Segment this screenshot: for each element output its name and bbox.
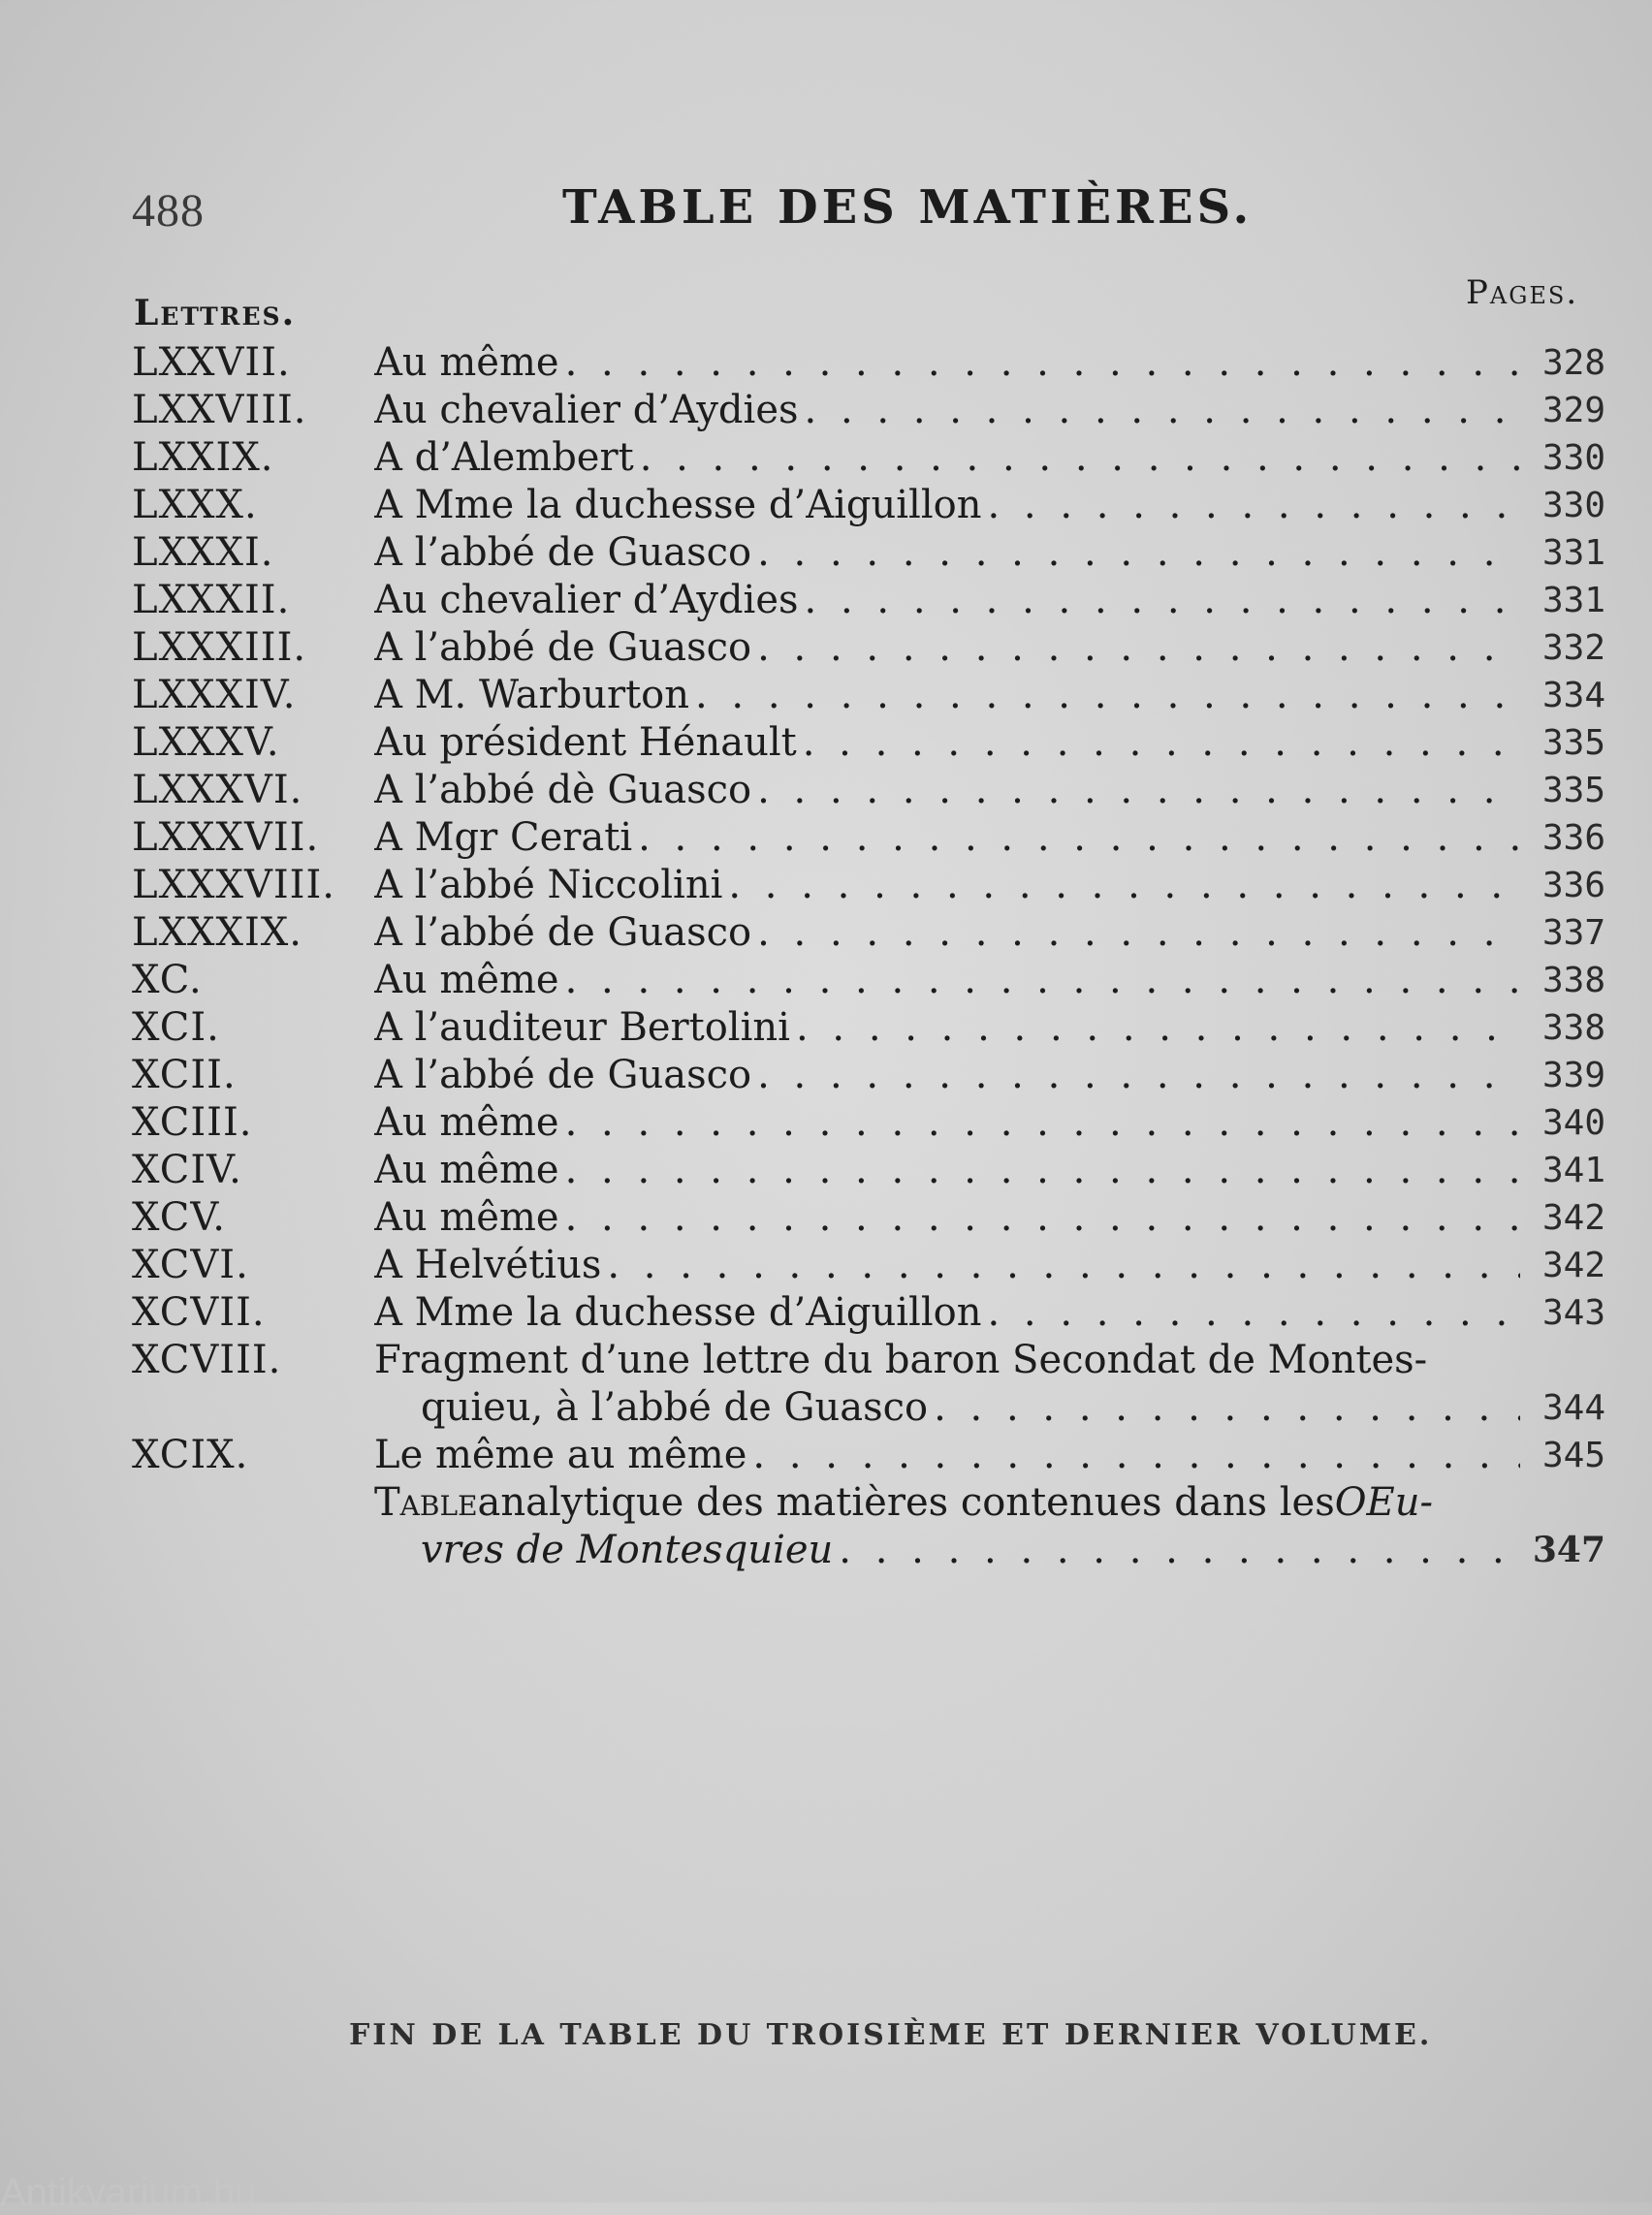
toc-entry (132, 1147, 1605, 1194)
toc-entry-xcix (132, 1432, 1605, 1479)
toc-entry (132, 482, 1605, 529)
toc-entry-xcviii (132, 1337, 1605, 1432)
entry-title: A l’abbé de Guasco (374, 910, 752, 955)
toc-entry (132, 529, 1605, 577)
letter-number: XCIII. (132, 1100, 253, 1145)
dot-leader (565, 1147, 1520, 1194)
page-ref: 344 (1541, 1388, 1605, 1428)
page-ref: 340 (1541, 1103, 1605, 1143)
page-ref: 332 (1541, 628, 1605, 668)
entry-title: A l’auditeur Bertolini (374, 1005, 790, 1050)
letter-number: LXXVII. (132, 340, 291, 385)
dot-leader (757, 529, 1520, 577)
dot-leader (987, 482, 1520, 529)
entry-title-line-1 (374, 1479, 1520, 1527)
entry-title-line-1: Fragment d’une lettre du baron Secondat de Montes- (374, 1338, 1428, 1382)
entry-title: Au même (374, 1148, 559, 1192)
entry-title: Au même (374, 340, 559, 385)
entry-title-line-2: vres de Montesquieu (421, 1528, 834, 1572)
dot-leader (640, 434, 1520, 482)
page-ref: 347 (1532, 1530, 1605, 1570)
page-ref: 342 (1541, 1198, 1605, 1238)
toc-entry (132, 387, 1605, 434)
page-number: 488 (132, 185, 205, 237)
dot-leader (607, 1242, 1520, 1289)
page-ref: 338 (1541, 1008, 1605, 1048)
toc-entry (132, 1194, 1605, 1242)
entry-title: A l’abbé de Guasco (374, 530, 752, 575)
toc-entry (132, 1004, 1605, 1052)
entry-title: Au chevalier d’Aydies (374, 388, 799, 432)
dot-leader (565, 1099, 1520, 1147)
letter-number: XCVII. (132, 1290, 266, 1335)
dot-leader (934, 1384, 1520, 1432)
letter-number: LXXX. (132, 483, 258, 527)
page-title: TABLE DES MATIÈRES. (562, 180, 1254, 235)
entry-title: A l’abbé de Guasco (374, 625, 752, 670)
toc-entry (132, 577, 1605, 624)
dot-leader (565, 957, 1520, 1004)
page-ref: 330 (1541, 438, 1605, 478)
dot-leader (728, 862, 1520, 909)
entry-title: A Helvétius (374, 1243, 602, 1287)
dot-leader (987, 1289, 1520, 1337)
page-ref: 334 (1541, 676, 1605, 715)
dot-leader (757, 767, 1520, 814)
toc-entry (132, 434, 1605, 482)
dot-leader (805, 577, 1520, 624)
page-ref: 335 (1541, 771, 1605, 810)
letter-number: LXXXV. (132, 720, 280, 765)
column-header-letters: Lettres. (134, 293, 297, 333)
letter-number: LXXXVIII. (132, 863, 335, 907)
entry-title: A l’abbé dè Guasco (374, 768, 752, 812)
dot-leader (803, 719, 1520, 767)
toc-entry (132, 862, 1605, 909)
watermark: Antikvarium.hu (0, 2171, 257, 2214)
dot-leader (805, 387, 1520, 434)
letter-number: LXXXIX. (132, 910, 302, 955)
entry-title: Le même au même (374, 1433, 747, 1477)
page-ref: 345 (1541, 1436, 1605, 1475)
page-ref: 330 (1541, 486, 1605, 525)
dot-leader (839, 1527, 1520, 1574)
page-ref: 331 (1541, 533, 1605, 573)
dot-leader (565, 339, 1520, 387)
entry-title: A l’abbé de Guasco (374, 1053, 752, 1097)
entry-title-rest: analytique des matières contenues dans les (477, 1480, 1335, 1525)
letter-number: LXXXIV. (132, 673, 297, 717)
toc-entry (132, 624, 1605, 672)
entry-title: A Mme la duchesse d’Aiguillon (374, 483, 982, 527)
toc-entry (132, 672, 1605, 719)
letter-number: LXXXIII. (132, 625, 307, 670)
letter-number: XCV. (132, 1195, 226, 1240)
letter-number: XCIX. (132, 1433, 249, 1477)
letter-number: XCVIII. (132, 1338, 282, 1382)
toc-entry (132, 909, 1605, 957)
end-note: FIN DE LA TABLE DU TROISIÈME ET DERNIER VOLUME. (349, 2018, 1433, 2052)
page-ref: 335 (1541, 723, 1605, 763)
dot-leader (757, 909, 1520, 957)
entry-title-line-2: quieu, à l’abbé de Guasco (421, 1385, 929, 1430)
dot-leader (757, 624, 1520, 672)
page-ref: 328 (1541, 343, 1605, 383)
letter-number: LXXXVII. (132, 815, 320, 860)
column-header-pages: Pages. (1466, 273, 1579, 312)
page-ref: 341 (1541, 1151, 1605, 1190)
page-ref: 336 (1541, 866, 1605, 905)
toc-entry (132, 1289, 1605, 1337)
toc-entry (132, 1242, 1605, 1289)
dot-leader (752, 1432, 1520, 1479)
letter-number: LXXVIII. (132, 388, 307, 432)
page-ref: 329 (1541, 391, 1605, 430)
letter-number: XCI. (132, 1005, 220, 1050)
letter-number: LXXXII. (132, 578, 291, 622)
entry-title: Au même (374, 958, 559, 1002)
entry-title: A d’Alembert (374, 435, 634, 480)
letter-number: LXXXI. (132, 530, 274, 575)
page-ref: 337 (1541, 913, 1605, 953)
table-of-contents (132, 339, 1605, 1574)
toc-entry (132, 1099, 1605, 1147)
toc-entry (132, 767, 1605, 814)
entry-title: A Mgr Cerati (374, 815, 633, 860)
letter-number: XC. (132, 958, 203, 1002)
entry-title-italic: OEu- (1334, 1480, 1434, 1525)
entry-title-smallcaps: Table (374, 1480, 478, 1525)
entry-title: Au même (374, 1100, 559, 1145)
dot-leader (638, 814, 1520, 862)
entry-title: A Mme la duchesse d’Aiguillon (374, 1290, 982, 1335)
entry-title: Au chevalier d’Aydies (374, 578, 799, 622)
entry-title: Au même (374, 1195, 559, 1240)
toc-entry-table-analytique (132, 1479, 1605, 1574)
page-ref: 338 (1541, 961, 1605, 1000)
toc-entry (132, 814, 1605, 862)
page-ref: 339 (1541, 1056, 1605, 1095)
page-ref: 336 (1541, 818, 1605, 858)
dot-leader (565, 1194, 1520, 1242)
toc-entry (132, 957, 1605, 1004)
entry-title: A M. Warburton (374, 673, 689, 717)
letter-number: XCIV. (132, 1148, 242, 1192)
toc-entry (132, 339, 1605, 387)
letter-number: XCII. (132, 1053, 237, 1097)
entry-title: Au président Hénault (374, 720, 797, 765)
toc-entries (132, 339, 1605, 1337)
page-ref: 343 (1541, 1293, 1605, 1333)
letter-number: LXXXVI. (132, 768, 303, 812)
dot-leader (695, 672, 1520, 719)
letter-number: XCVI. (132, 1243, 249, 1287)
page-ref: 331 (1541, 581, 1605, 620)
toc-entry (132, 1052, 1605, 1099)
entry-title: A l’abbé Niccolini (374, 863, 723, 907)
toc-entry (132, 719, 1605, 767)
dot-leader (796, 1004, 1520, 1052)
page-ref: 342 (1541, 1246, 1605, 1285)
letter-number: LXXIX. (132, 435, 274, 480)
dot-leader (757, 1052, 1520, 1099)
